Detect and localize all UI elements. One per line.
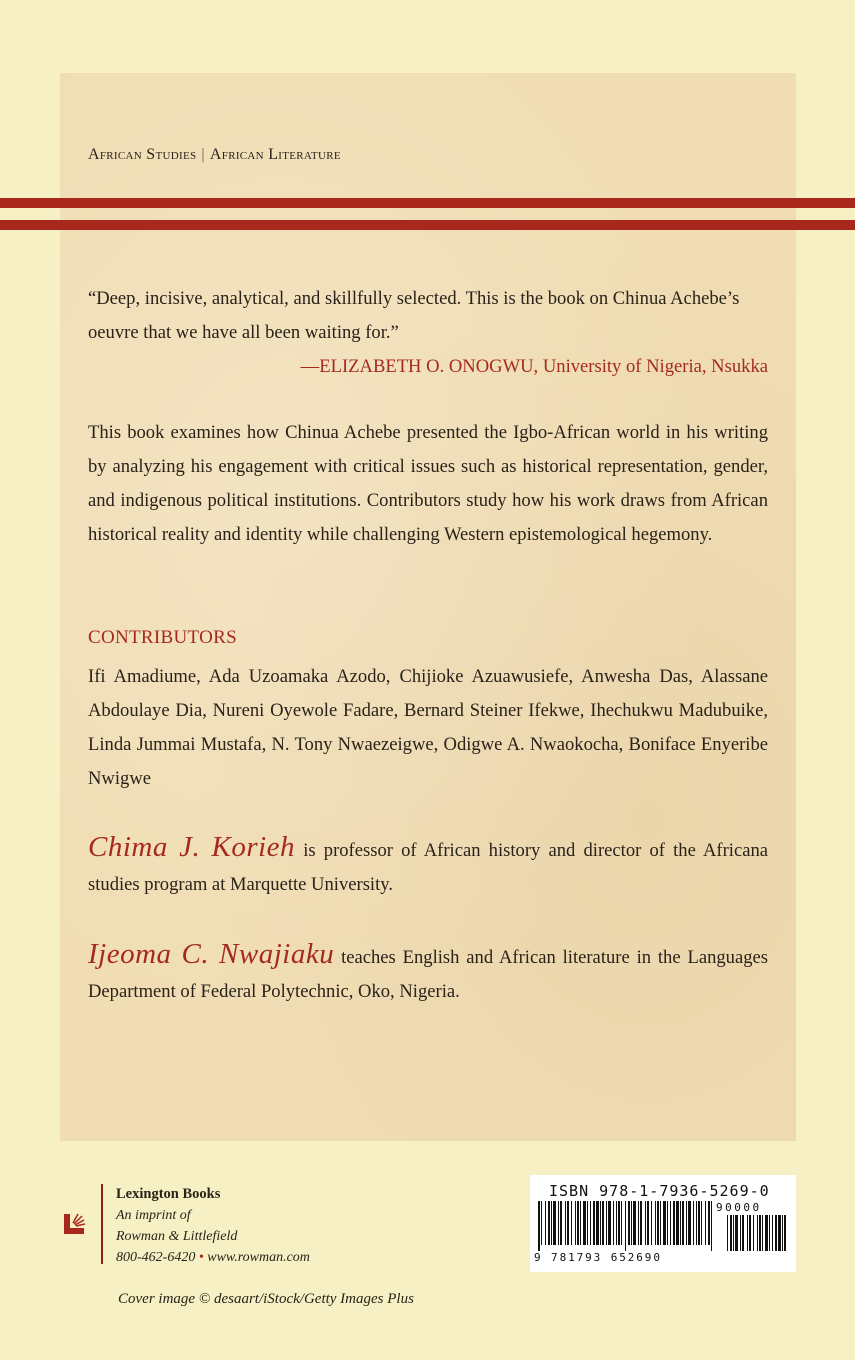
- barcode-addon-bar: [730, 1215, 732, 1251]
- barcode-bar: [676, 1201, 679, 1245]
- barcode-bar: [618, 1201, 620, 1245]
- barcode-bar: [560, 1201, 562, 1245]
- barcode-bar: [711, 1201, 712, 1251]
- barcode-addon-bar: [762, 1215, 763, 1251]
- isbn-barcode: [530, 1175, 796, 1272]
- barcode-addon-bar: [772, 1215, 773, 1251]
- barcode-bar: [645, 1201, 646, 1245]
- barcode-addon-bar: [735, 1215, 738, 1251]
- barcode-bar: [553, 1201, 556, 1245]
- barcode-bar: [577, 1201, 579, 1245]
- imprint-line-1: An imprint of: [116, 1208, 191, 1223]
- barcode-bar: [651, 1201, 652, 1245]
- barcode-bar: [660, 1201, 661, 1245]
- barcode-addon-bar: [769, 1215, 770, 1251]
- barcode-bar: [680, 1201, 681, 1245]
- barcode-addon-bar: [733, 1215, 734, 1251]
- barcode-addon-bar: [753, 1215, 754, 1251]
- isbn-number: ISBN 978-1-7936-5269-0: [549, 1182, 770, 1200]
- red-stripe-bottom: [0, 220, 855, 230]
- series-separator: |: [201, 146, 205, 163]
- barcode-addon-bar: [742, 1215, 744, 1251]
- barcode-bar: [606, 1201, 607, 1245]
- publisher-info: [116, 1184, 310, 1268]
- barcode-addon-bar: [778, 1215, 781, 1251]
- barcode-bar: [698, 1201, 700, 1245]
- barcode-addon-bar: [747, 1215, 748, 1251]
- barcode-bar: [545, 1201, 546, 1245]
- series-label: [88, 146, 341, 164]
- lexington-logo-icon: [60, 1210, 88, 1238]
- barcode-addon-bar: [765, 1215, 768, 1251]
- barcode-bar: [593, 1201, 595, 1245]
- publisher-divider: [101, 1184, 103, 1264]
- barcode-addon-bar: [775, 1215, 777, 1251]
- barcode-bar: [600, 1201, 601, 1245]
- editor-bio-text-1: is professor of African history and director of the Africana studies program at Marquette University.: [88, 840, 768, 895]
- barcode-addon-bar: [759, 1215, 761, 1251]
- barcode-addon-bar: [740, 1215, 741, 1251]
- barcode-bar: [548, 1201, 550, 1245]
- publisher-phone: 800-462-6420: [116, 1250, 196, 1265]
- contributors-heading: CONTRIBUTORS: [88, 627, 237, 648]
- barcode-bar: [571, 1201, 572, 1245]
- barcode-bar: [682, 1201, 684, 1245]
- quote-text: “Deep, incisive, analytical, and skillfully selected. This is the book on Chinua Achebe’s oeuvre that we have all been waiting for.”: [88, 288, 740, 343]
- editor-name-1: Chima J. Korieh: [88, 831, 296, 863]
- barcode-bar: [638, 1201, 639, 1245]
- imprint-line-2: Rowman & Littlefield: [116, 1229, 238, 1244]
- publisher-website: www.rowman.com: [207, 1250, 310, 1265]
- barcode-addon-bar: [749, 1215, 751, 1251]
- barcode-bar: [663, 1201, 666, 1245]
- cover-image-credit: Cover image © desaart/iStock/Getty Images Plus: [118, 1291, 414, 1307]
- barcode-bar: [673, 1201, 675, 1245]
- editor-name-2: Ijeoma C. Nwajiaku: [88, 938, 335, 970]
- barcode-bar: [551, 1201, 552, 1245]
- barcode-bar: [705, 1201, 706, 1245]
- barcode-bar: [647, 1201, 649, 1245]
- publisher-contact: [116, 1247, 310, 1268]
- barcode-bar: [575, 1201, 576, 1245]
- barcode-bar: [686, 1201, 687, 1245]
- contributors-list: Ifi Amadiume, Ada Uzoamaka Azodo, Chijioke Azuawusiefe, Anwesha Das, Alassane Abdoulaye Dia, Nureni Oyewole Fadare, Bernard Steiner Ifekwe, Ihechukwu Madubuike, Linda Jummai Mustafa, N. Tony Nwaezeigwe, Odigwe A. Nwaokocha, Boniface Enyeribe Nwigwe: [88, 666, 768, 789]
- barcode-bar: [670, 1201, 671, 1245]
- barcode-bar: [708, 1201, 710, 1245]
- barcode-addon-digits: 90000: [716, 1201, 762, 1214]
- editor-bio-2: [88, 937, 768, 1009]
- barcode-bar: [590, 1201, 591, 1245]
- editor-bio-text-2: teaches English and African literature in the Languages Department of Federal Polytechnic, Oko, Nigeria.: [88, 947, 769, 1002]
- book-description: This book examines how Chinua Achebe presented the Igbo-African world in his writing by analyzing his engagement with critical issues such as historical representation, gender, and indigenous political institutions. Contributors study how his work draws from African historical reality and identity while challenging Western epistemological hegemony.: [88, 422, 768, 545]
- barcode-bar: [541, 1201, 542, 1245]
- barcode-bar: [580, 1201, 581, 1245]
- barcode-bar: [631, 1201, 632, 1245]
- barcode-bar: [657, 1201, 659, 1245]
- barcode-addon-bar: [757, 1215, 758, 1251]
- editor-bio-1: [88, 830, 768, 902]
- barcode-bar: [640, 1201, 642, 1245]
- barcode-bar: [633, 1201, 636, 1245]
- series-second: African Literature: [209, 146, 341, 163]
- barcode-bar: [596, 1201, 599, 1245]
- barcode-bar: [701, 1201, 702, 1245]
- barcode-digits: 9 781793 652690: [534, 1251, 662, 1264]
- barcode-addon-bar: [782, 1215, 783, 1251]
- red-stripe-top: [0, 198, 855, 208]
- barcode-bar: [628, 1201, 630, 1245]
- contact-bullet: •: [198, 1250, 204, 1265]
- barcode-bar: [696, 1201, 697, 1245]
- barcode-bar: [621, 1201, 622, 1245]
- barcode-addon-bar: [727, 1215, 728, 1251]
- barcode-bar: [538, 1201, 540, 1251]
- barcode-bar: [613, 1201, 614, 1245]
- barcode-bar: [625, 1201, 626, 1251]
- publisher-name: Lexington Books: [116, 1186, 221, 1202]
- barcode-bar: [693, 1201, 694, 1245]
- barcode-bar: [587, 1201, 588, 1245]
- barcode-bar: [655, 1201, 656, 1245]
- barcode-bar: [583, 1201, 586, 1245]
- quote-attribution: —ELIZABETH O. ONOGWU, University of Nigeria, Nsukka: [300, 356, 768, 377]
- barcode-bar: [567, 1201, 569, 1245]
- barcode-bar: [602, 1201, 604, 1245]
- barcode-bar: [608, 1201, 611, 1245]
- series-first: African Studies: [88, 146, 197, 163]
- barcode-bar: [667, 1201, 668, 1245]
- barcode-bar: [565, 1201, 566, 1245]
- endorsement-quote: [88, 282, 768, 384]
- barcode-bar: [616, 1201, 617, 1245]
- barcode-bar: [558, 1201, 559, 1245]
- barcode-bar: [688, 1201, 691, 1245]
- barcode-addon-bar: [784, 1215, 786, 1251]
